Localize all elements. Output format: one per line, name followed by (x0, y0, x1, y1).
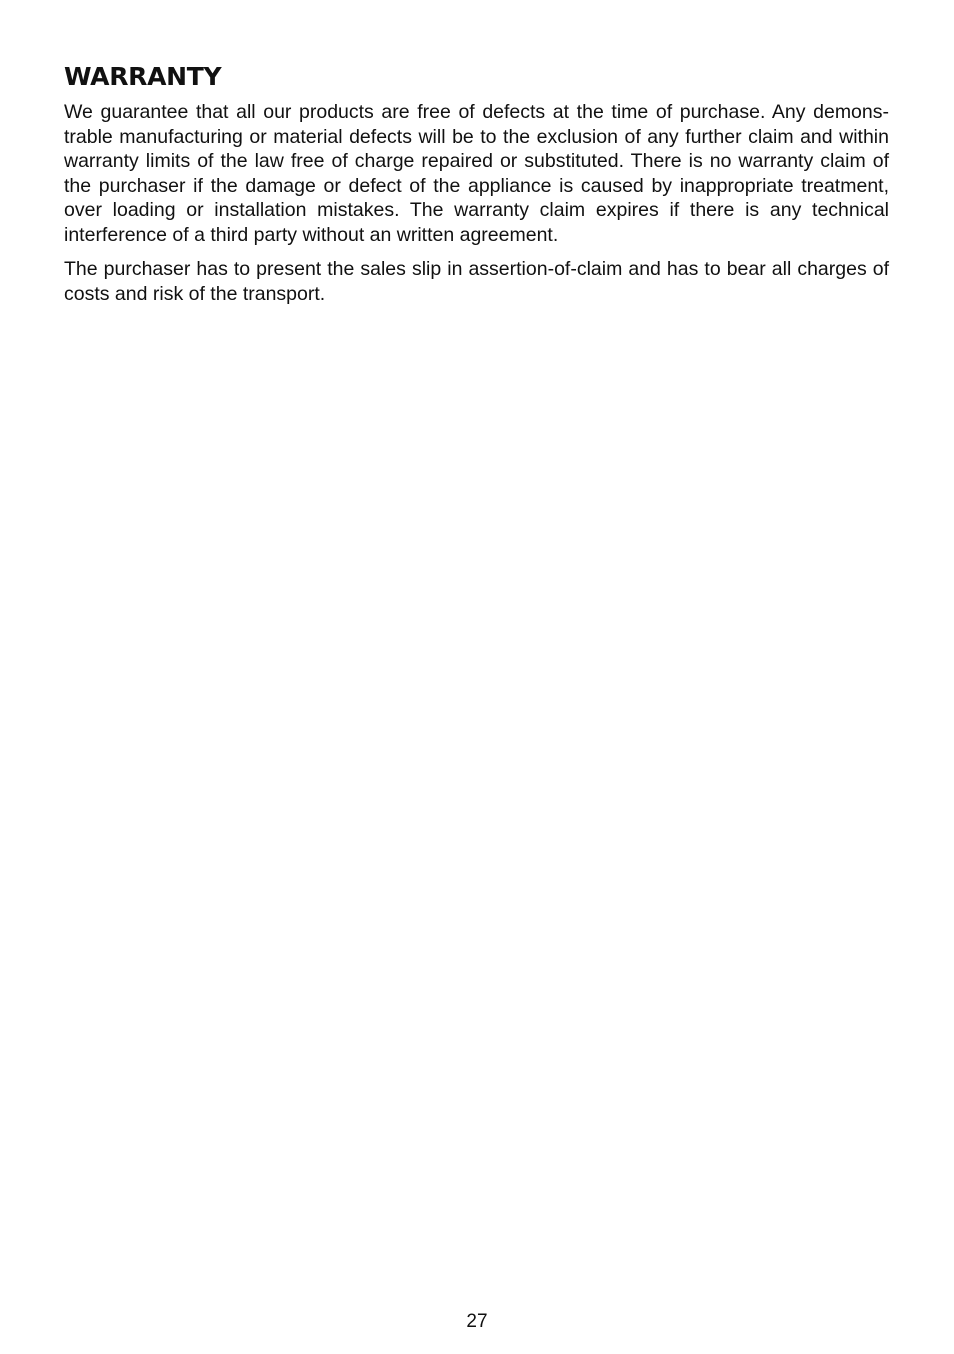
warranty-paragraph-guarantee: We guarantee that all our products are free of defects at the time of purchase. Any demonstrable manufacturing or material defects will be to the exclusion of any further claim and within warranty limits of the law free of charge repaired or substituted. There is no warranty claim of the purchaser if the damage or defect of the appliance is caused by inappropriate treatment, over loading or installation mistakes. The warranty claim expires if there is any technical interference of a third party without an written agreement. (64, 101, 889, 246)
document-page (64, 60, 889, 316)
warranty-paragraph-purchaser: The purchaser has to present the sales slip in assertion-of-claim and has to bear all charges of costs and risk of the transport. (64, 258, 889, 305)
page-number: 27 (466, 1311, 488, 1332)
page-title: WARRANTY (64, 62, 222, 91)
